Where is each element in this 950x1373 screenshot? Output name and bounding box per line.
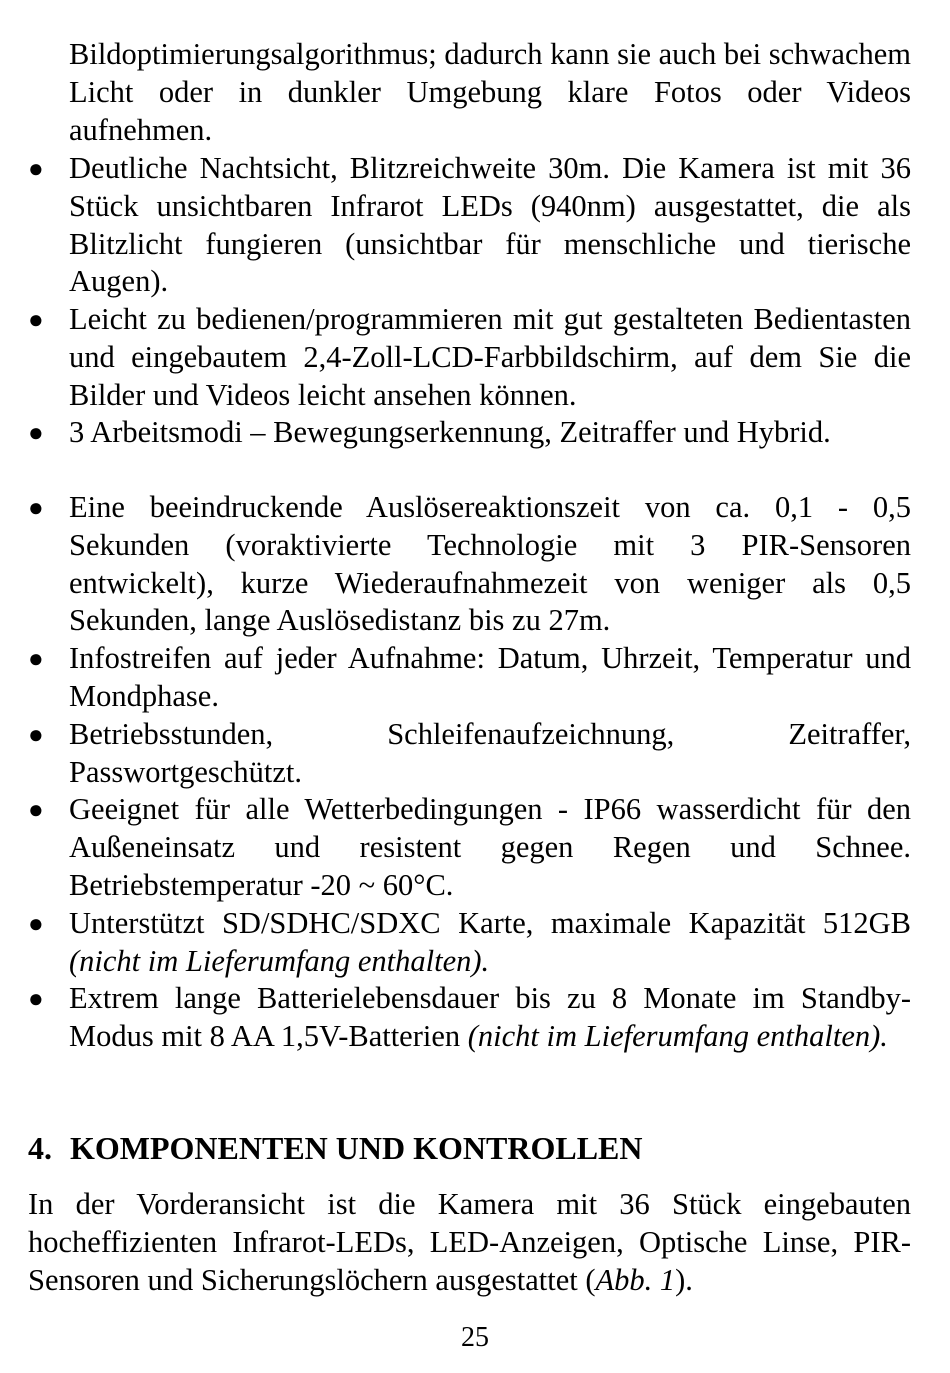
- section-heading: [28, 1128, 908, 1168]
- section-number: 4.: [28, 1130, 52, 1166]
- list-item-text: 3 Arbeitsmodi – Bewegungserkennung, Zeitraffer und Hybrid.: [69, 415, 831, 449]
- bullet-icon: ●: [28, 493, 44, 522]
- list-item: [28, 301, 911, 414]
- list-item: [28, 716, 911, 792]
- list-item: [28, 489, 911, 640]
- list-item-text: Unterstützt SD/SDHC/SDXC Karte, maximale Kapazität 512GB: [69, 906, 911, 940]
- list-item-text: Eine beeindruckende Auslösereaktionszeit von ca. 0,1 - 0,5 Sekunden (voraktivierte Technologie mit 3 PIR-Sensoren entwickelt), kurze Wiederaufnahmezeit von weniger als 0,5 Sekunden, lange Auslösedistanz bis zu 27m.: [69, 490, 911, 638]
- bullet-icon: ●: [28, 644, 44, 673]
- intro-text: In der Vorderansicht ist die Kamera mit 36 Stück eingebauten hocheffizienten Infrarot-LEDs, LED-Anzeigen, Optische Linse, PIR-Sensoren und Sicherungslöchern ausgestattet (: [28, 1187, 911, 1297]
- bullet-icon: ●: [28, 305, 44, 334]
- list-item: [28, 905, 911, 981]
- section-intro-paragraph: [28, 1186, 911, 1299]
- bullet-icon: ●: [28, 984, 44, 1013]
- bullet-icon: ●: [28, 795, 44, 824]
- list-item-text: Infostreifen auf jeder Aufnahme: Datum, Uhrzeit, Temperatur und Mondphase.: [69, 641, 911, 713]
- list-item: [28, 640, 911, 716]
- list-item-text: Leicht zu bedienen/programmieren mit gut gestalteten Bedientasten und eingebautem 2,4-Zoll-LCD-Farbbildschirm, auf dem Sie die Bilder und Videos leicht ansehen können.: [69, 302, 911, 412]
- figure-reference: Abb. 1: [595, 1262, 676, 1297]
- list-item-text: Betriebsstunden, Schleifenaufzeichnung, Zeitraffer, Passwortgeschützt.: [69, 717, 911, 789]
- list-item-text: Geeignet für alle Wetterbedingungen - IP66 wasserdicht für den Außeneinsatz und resistent gegen Regen und Schnee. Betriebstemperatur -20 ~ 60°C.: [69, 792, 911, 902]
- bullet-icon: ●: [28, 720, 44, 749]
- list-item: [28, 791, 911, 904]
- continued-paragraph: Bildoptimierungsalgorithmus; dadurch kann sie auch bei schwachem Licht oder in dunkler Umgebung klare Fotos oder Videos aufnehmen.: [69, 37, 911, 147]
- list-item-text: Extrem lange Batterielebensdauer bis zu 8 Monate im Standby-Modus mit 8 AA 1,5V-Batterien: [69, 981, 911, 1053]
- section-title: KOMPONENTEN UND KONTROLLEN: [70, 1130, 643, 1166]
- list-item: [28, 150, 911, 301]
- page-number: 25: [461, 1322, 489, 1353]
- list-item: [28, 980, 911, 1056]
- list-item-text: Deutliche Nachtsicht, Blitzreichweite 30m. Die Kamera ist mit 36 Stück unsichtbaren Infrarot LEDs (940nm) ausgestattet, die als Blitzlicht fungieren (unsichtbar für menschliche und tierische Augen).: [69, 151, 911, 299]
- list-item-note: (nicht im Lieferumfang enthalten).: [69, 943, 490, 978]
- bullet-icon: ●: [28, 418, 44, 447]
- list-item-note: (nicht im Lieferumfang enthalten).: [467, 1018, 888, 1053]
- bullet-icon: ●: [28, 154, 44, 183]
- bullet-icon: ●: [28, 909, 44, 938]
- list-item: [28, 414, 911, 452]
- intro-close: ).: [675, 1262, 693, 1297]
